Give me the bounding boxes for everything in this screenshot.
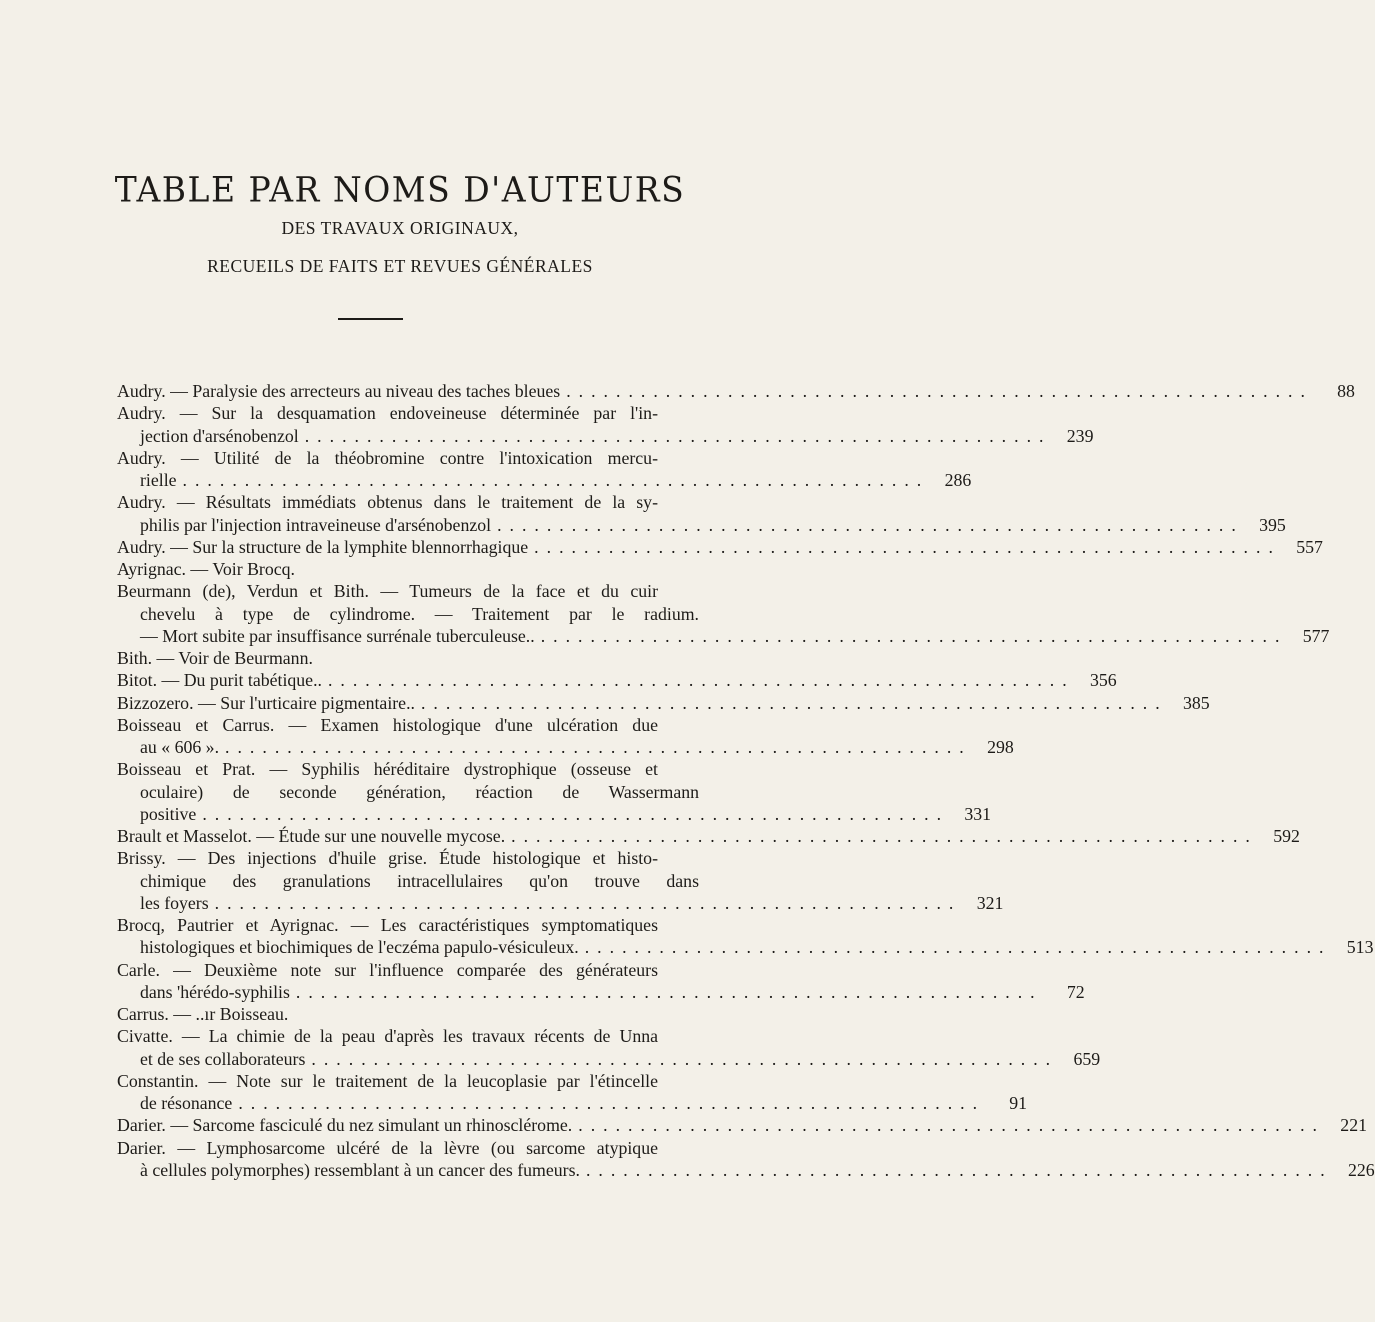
entry-final-line (117, 669, 1117, 691)
page-number: 88 (1337, 381, 1355, 401)
index-entry (117, 914, 1374, 959)
entry-text-line: dans 'hérédo-syphilis (140, 981, 290, 1002)
index-entry (117, 647, 699, 669)
entry-text-line: Audry. — Paralysie des arrecteurs au niveau des taches bleues (117, 381, 561, 401)
page-number: 395 (1259, 514, 1286, 535)
index-entry (117, 714, 1014, 759)
page-number: 385 (1183, 692, 1210, 713)
page-number: 239 (1066, 425, 1094, 446)
index-entry (117, 1137, 1375, 1182)
entry-text-line: Carle. — Deuxième note sur l'influence comparée des générateurs (117, 959, 658, 980)
leader-dots: ............................................................ (585, 1159, 1333, 1180)
leader-dots: ............................................................ (584, 937, 1332, 958)
leader-dots: ............................................................ (534, 536, 1281, 557)
leader-dots: ............................................................ (540, 625, 1288, 646)
entry-text-line: Darier. — Lymphosarcome ulcéré de la lèvre (ou sarcome atypique (117, 1137, 658, 1158)
entry-text-line: Audry. — Utilité de la théobromine contre l'intoxication mercu- (117, 447, 658, 468)
leader-dots: ............................................................ (327, 670, 1075, 691)
leader-dots: ............................................................ (238, 1093, 986, 1113)
index-entry (117, 1025, 1101, 1070)
leader-dots: ............................................................ (420, 692, 1168, 713)
index-entry (117, 380, 1355, 402)
page-number: 592 (1273, 826, 1300, 846)
page-title: TABLE PAR NOMS D'AUTEURS (114, 169, 686, 210)
entry-text-line: philis par l'injection intraveineuse d'arsénobenzol (140, 514, 492, 535)
page-number: 513 (1346, 937, 1374, 958)
entry-final-line (140, 803, 992, 825)
entry-text-line: — Mort subite par insuffisance surrénale tuberculeuse.. (140, 625, 535, 646)
leader-dots: ............................................................ (225, 737, 972, 757)
page-number: 659 (1073, 1048, 1101, 1069)
entry-text-line: Audry. — Résultats immédiats obtenus dans le traitement de la sy- (117, 492, 658, 513)
entry-final-line (140, 469, 972, 491)
index-entry (117, 536, 1323, 558)
subtitle-line-1: DES TRAVAUX ORIGINAUX, (281, 218, 519, 238)
entry-final-line (117, 692, 1210, 714)
leader-dots: ............................................................ (295, 981, 1043, 1002)
entry-text-line: au « 606 ». (140, 737, 220, 757)
leader-dots: ............................................................ (566, 381, 1313, 401)
page-number: 72 (1066, 981, 1085, 1002)
entry-final-line (117, 380, 1355, 402)
subtitle-line-2: RECUEILS DE FAITS ET REVUES GÉNÉRALES (207, 256, 593, 276)
index-entry (117, 959, 1085, 1004)
index-entry (117, 825, 1300, 847)
index-entry (117, 758, 992, 825)
leader-dots: ............................................................ (511, 826, 1258, 846)
entry-final-line (117, 1114, 1367, 1136)
entry-text-line: Bith. — Voir de Beurmann. (117, 648, 313, 668)
index-entry (117, 558, 699, 580)
index-entry (117, 580, 1330, 647)
leader-dots: ............................................................ (202, 803, 950, 824)
entry-final-line (117, 536, 1323, 558)
entry-text-line: Audry. — Sur la desquamation endoveineuse déterminée par l'in- (117, 403, 658, 424)
title-divider (338, 318, 403, 320)
entry-text-line: Brissy. — Des injections d'huile grise. Étude histologique et histo- (117, 848, 658, 869)
entry-final-line (140, 1092, 1028, 1114)
entry-text-line: Brault et Masselot. — Étude sur une nouvelle mycose. (117, 826, 506, 846)
entry-final-line (140, 425, 1094, 447)
index-entry (117, 847, 1004, 914)
index-entry (117, 1070, 1028, 1115)
page-number: 286 (944, 470, 972, 490)
page-number: 356 (1090, 670, 1117, 691)
entry-text-line: chimique des granulations intracellulaires qu'on trouve dans (140, 870, 699, 891)
page-number: 298 (987, 737, 1014, 757)
page-number: 226 (1347, 1159, 1375, 1180)
entry-text-line: les foyers (140, 892, 209, 913)
entry-text-line: Darier. — Sarcome fasciculé du nez simulant un rhinosclérome. (117, 1115, 573, 1136)
index-entry (117, 692, 1210, 714)
entry-text-line: oculaire) de seconde génération, réaction de Wassermann (140, 781, 699, 802)
entry-text-line: Civatte. — La chimie de la peau d'après les travaux récents de Unna (117, 1026, 658, 1047)
entry-text-line: histologiques et biochimiques de l'eczéma papulo-vésiculeux. (140, 937, 579, 958)
index-entry (117, 402, 1094, 447)
entry-text-line: Ayrignac. — Voir Brocq. (117, 559, 295, 579)
entry-text-line: Constantin. — Note sur le traitement de la leucoplasie par l'étincelle (117, 1070, 658, 1091)
index-entry (117, 447, 972, 492)
entry-text-line: de résonance (140, 1093, 233, 1113)
entry-text-line: et de ses collaborateurs (140, 1048, 306, 1069)
page-number: 331 (964, 803, 992, 824)
index-entry (117, 1003, 699, 1025)
entry-final-line (140, 981, 1085, 1003)
entry-text-line: Brocq, Pautrier et Ayrignac. — Les caractéristiques symptomatiques (117, 915, 658, 935)
entry-text-line: jection d'arsénobenzol (140, 425, 299, 446)
entry-final-line (140, 936, 1374, 958)
page-number: 91 (1009, 1093, 1028, 1113)
leader-dots: ............................................................ (578, 1115, 1325, 1136)
entry-final-line (117, 825, 1300, 847)
leader-dots: ............................................................ (182, 470, 930, 490)
entry-final-line (140, 1159, 1375, 1181)
author-index-list (117, 380, 1375, 1181)
entry-text-line: Beurmann (de), Verdun et Bith. — Tumeurs de la face et du cuir (117, 581, 658, 602)
index-entry (117, 669, 1117, 691)
entry-text-line: Boisseau et Carrus. — Examen histologique d'une ulcération due (117, 714, 658, 735)
entry-text-line: chevelu à type de cylindrome. — Traitement par le radium. (140, 603, 699, 624)
entry-final-line (140, 892, 1004, 914)
entry-text-line: à cellules polymorphes) ressemblant à un cancer des fumeurs. (140, 1159, 580, 1180)
entry-text-line: Bizzozero. — Sur l'urticaire pigmentaire.. (117, 692, 415, 713)
index-entry (117, 491, 1286, 536)
leader-dots: ............................................................ (214, 892, 962, 913)
page-number: 321 (976, 892, 1004, 913)
page-number: 577 (1302, 625, 1330, 646)
entry-final-line (140, 514, 1286, 536)
entry-text-line: Audry. — Sur la structure de la lymphite blennorrhagique (117, 536, 529, 557)
page-number: 557 (1296, 536, 1323, 557)
leader-dots: ............................................................ (304, 425, 1052, 446)
page-number: 221 (1340, 1115, 1367, 1136)
entry-text-line: rielle (140, 470, 177, 490)
entry-final-line (140, 736, 1014, 758)
entry-final-line (140, 1048, 1101, 1070)
entry-final-line (140, 625, 1330, 647)
entry-text-line: Boisseau et Prat. — Syphilis héréditaire dystrophique (osseuse et (117, 759, 658, 780)
entry-text-line: Bitot. — Du purit tabétique.. (117, 670, 322, 691)
leader-dots: ............................................................ (497, 514, 1244, 535)
index-entry (117, 1114, 1367, 1136)
entry-text-line: Carrus. — ..ır Boisseau. (117, 1004, 289, 1024)
entry-text-line: positive (140, 803, 197, 824)
leader-dots: ............................................................ (311, 1048, 1059, 1069)
